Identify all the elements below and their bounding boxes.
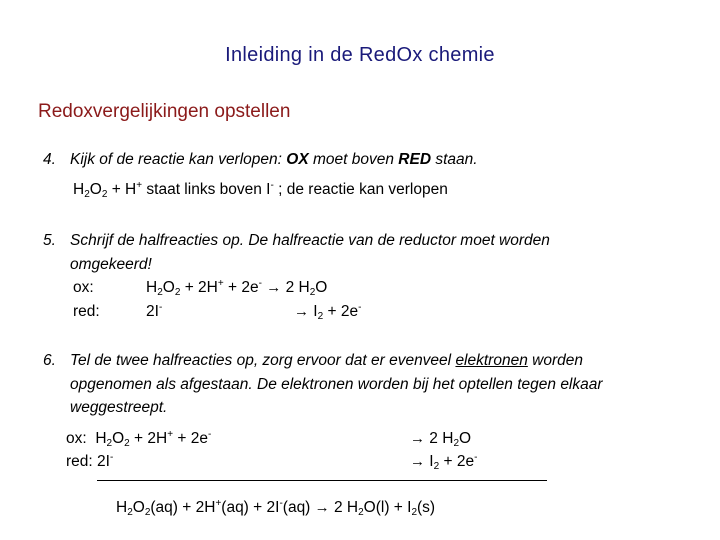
- step-5-number: 5.: [43, 232, 56, 249]
- step-6-text-line2: opgenomen als afgestaan. De elektronen worden bij het optellen tegen elkaar: [70, 376, 603, 393]
- step-4-number: 4.: [43, 151, 56, 168]
- slide-subtitle: Redoxvergelijkingen opstellen: [38, 101, 291, 122]
- step-6-ox-left: ox: $H_2O_2 + 2H^+ + 2e^-$: [66, 429, 212, 449]
- step-5-text-line2: omgekeerd!: [70, 256, 152, 273]
- step-5-ox-equation: $H_2O_2 + 2H^+ + 2e^- \to 2$ $H_2O$: [146, 278, 328, 298]
- step-5-red-left: 2I-: [146, 302, 163, 320]
- step-6-text-line1: Tel de twee halfreacties op, zorg ervoor dat er evenveel elektronen worden: [70, 352, 583, 369]
- arrow-right-icon: →: [410, 430, 425, 447]
- step-6-number: 6.: [43, 352, 56, 369]
- step-6-text-line3: weggestreept.: [70, 399, 168, 416]
- arrow-right-icon: →: [410, 453, 425, 470]
- step-4-conclusion: $H_2O_2 + H^+$ staat links boven I- ; de reactie kan verlopen: [73, 180, 448, 200]
- sum-line: [97, 480, 547, 481]
- total-equation: $H_2O_2(aq) + 2H^+(aq) + 2I^-(aq) \to 2$ $H_2O(l) + I_2(s)$: [116, 498, 436, 518]
- step-6-red-left: red: 2I-: [66, 452, 114, 470]
- slide-title: Inleiding in de RedOx chemie: [225, 44, 495, 66]
- step-6-red-right: → $I_2 + 2e^-$: [410, 452, 478, 472]
- arrow-right-icon: →: [266, 279, 282, 296]
- step-5-text-line1: Schrijf de halfreacties op. De halfreactie van de reductor moet worden: [70, 232, 550, 249]
- step-5-red-label: red:: [73, 303, 100, 320]
- step-5-red-right: → $I_2 + 2e^-$: [294, 302, 362, 322]
- step-4-text: Kijk of de reactie kan verlopen: OX moet boven RED staan.: [70, 151, 478, 168]
- step-6-ox-right: → 2 $H_2O$: [410, 430, 472, 449]
- arrow-right-icon: →: [314, 499, 330, 516]
- arrow-right-icon: →: [294, 303, 309, 320]
- step-5-ox-label: ox:: [73, 279, 94, 296]
